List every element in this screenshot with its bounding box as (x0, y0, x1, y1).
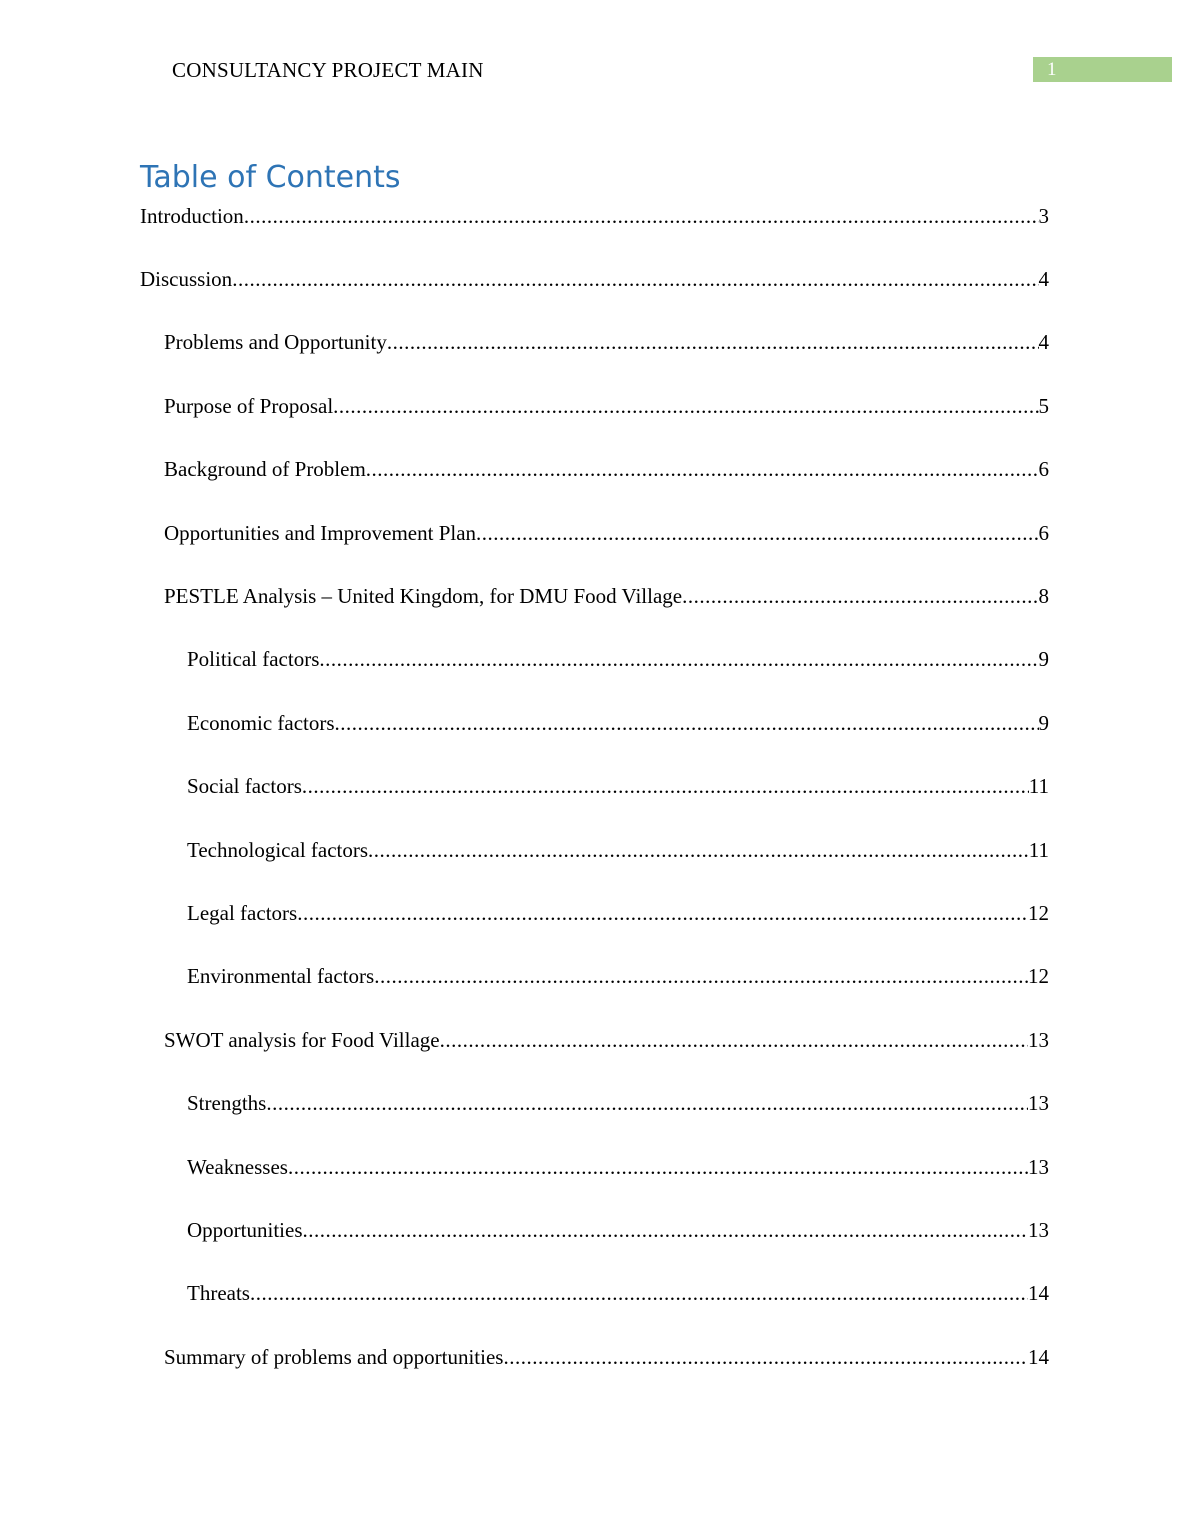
toc-entry-page: 13 (1028, 1091, 1049, 1115)
toc-entry-title: Environmental factors (187, 964, 375, 988)
toc-entry-page: 13 (1028, 1028, 1049, 1052)
toc-entry-page: 11 (1028, 774, 1049, 798)
toc-dot-leader (303, 1216, 1029, 1244)
toc-dot-leader (319, 645, 1038, 673)
toc-entry-title: Legal factors (187, 901, 298, 925)
toc-entry-title: Political factors (187, 647, 320, 671)
toc-entry-title: Threats (187, 1281, 250, 1305)
toc-entry-page: 13 (1028, 1218, 1049, 1242)
toc-entry-title: PESTLE Analysis – United Kingdom, for DMU Food Village (164, 584, 683, 608)
toc-dot-leader (335, 709, 1039, 737)
toc-entry[interactable] (164, 1026, 1049, 1054)
toc-entry-page: 6 (1038, 521, 1049, 545)
running-header-title: CONSULTANCY PROJECT MAIN (172, 58, 484, 82)
toc-entry-page: 11 (1028, 838, 1049, 862)
toc-entry-title: Introduction (140, 204, 244, 228)
toc-entry[interactable] (164, 392, 1049, 420)
toc-entry-page: 9 (1038, 647, 1049, 671)
toc-entry[interactable] (140, 265, 1049, 293)
toc-heading: Table of Contents (140, 160, 401, 195)
toc-entry[interactable] (164, 519, 1049, 547)
toc-entry-title: Opportunities and Improvement Plan (164, 521, 477, 545)
toc-dot-leader (297, 899, 1028, 927)
toc-entry[interactable] (187, 962, 1049, 990)
toc-entry[interactable] (187, 772, 1049, 800)
toc-entry[interactable] (164, 455, 1049, 483)
toc-entry-page: 8 (1038, 584, 1049, 608)
toc-entry-title: Strengths (187, 1091, 267, 1115)
toc-dot-leader (302, 772, 1029, 800)
toc-dot-leader (266, 1089, 1028, 1117)
toc-entry[interactable] (187, 1279, 1049, 1307)
toc-entry-page: 14 (1028, 1345, 1049, 1369)
toc-dot-leader (288, 1153, 1028, 1181)
toc-entry-page: 3 (1038, 204, 1049, 228)
toc-entry-title: Summary of problems and opportunities (164, 1345, 504, 1369)
toc-dot-leader (368, 836, 1029, 864)
toc-dot-leader (476, 519, 1038, 547)
toc-dot-leader (232, 265, 1038, 293)
toc-dot-leader (250, 1279, 1028, 1307)
toc-entry[interactable] (140, 202, 1049, 230)
toc-entry-title: Social factors (187, 774, 302, 798)
toc-entry-title: Weaknesses (187, 1155, 288, 1179)
toc-dot-leader (333, 392, 1038, 420)
toc-entry-title: Economic factors (187, 711, 335, 735)
toc-entry[interactable] (187, 836, 1049, 864)
toc-dot-leader (387, 328, 1039, 356)
toc-entry[interactable] (187, 899, 1049, 927)
toc-entry[interactable] (164, 1343, 1049, 1371)
toc-entry-title: Opportunities (187, 1218, 303, 1242)
toc-entry-title: SWOT analysis for Food Village (164, 1028, 440, 1052)
toc-dot-leader (440, 1026, 1028, 1054)
page-number-badge: 1 (1033, 57, 1172, 82)
toc-entry[interactable] (164, 328, 1049, 356)
toc-entry-title: Background of Problem (164, 457, 366, 481)
toc-entry-title: Purpose of Proposal (164, 394, 334, 418)
toc-entry-page: 9 (1038, 711, 1049, 735)
toc-entry[interactable] (164, 582, 1049, 610)
toc-entry[interactable] (187, 645, 1049, 673)
toc-entry[interactable] (187, 1216, 1049, 1244)
toc-entry-page: 5 (1038, 394, 1049, 418)
toc-dot-leader (366, 455, 1039, 483)
toc-entry-page: 12 (1028, 964, 1049, 988)
toc-entry-title: Discussion (140, 267, 233, 291)
toc-entry-page: 4 (1038, 330, 1049, 354)
toc-dot-leader (682, 582, 1038, 610)
toc-entry-page: 12 (1028, 901, 1049, 925)
toc-entry[interactable] (187, 1153, 1049, 1181)
toc-entry-page: 4 (1038, 267, 1049, 291)
toc-entry-page: 6 (1038, 457, 1049, 481)
toc-entry[interactable] (187, 1089, 1049, 1117)
toc-entry-page: 13 (1028, 1155, 1049, 1179)
toc-entry-page: 14 (1028, 1281, 1049, 1305)
toc-dot-leader (244, 202, 1039, 230)
toc-entry-title: Problems and Opportunity (164, 330, 387, 354)
toc-entry[interactable] (187, 709, 1049, 737)
toc-dot-leader (374, 962, 1028, 990)
toc-dot-leader (503, 1343, 1028, 1371)
toc-entry-title: Technological factors (187, 838, 369, 862)
